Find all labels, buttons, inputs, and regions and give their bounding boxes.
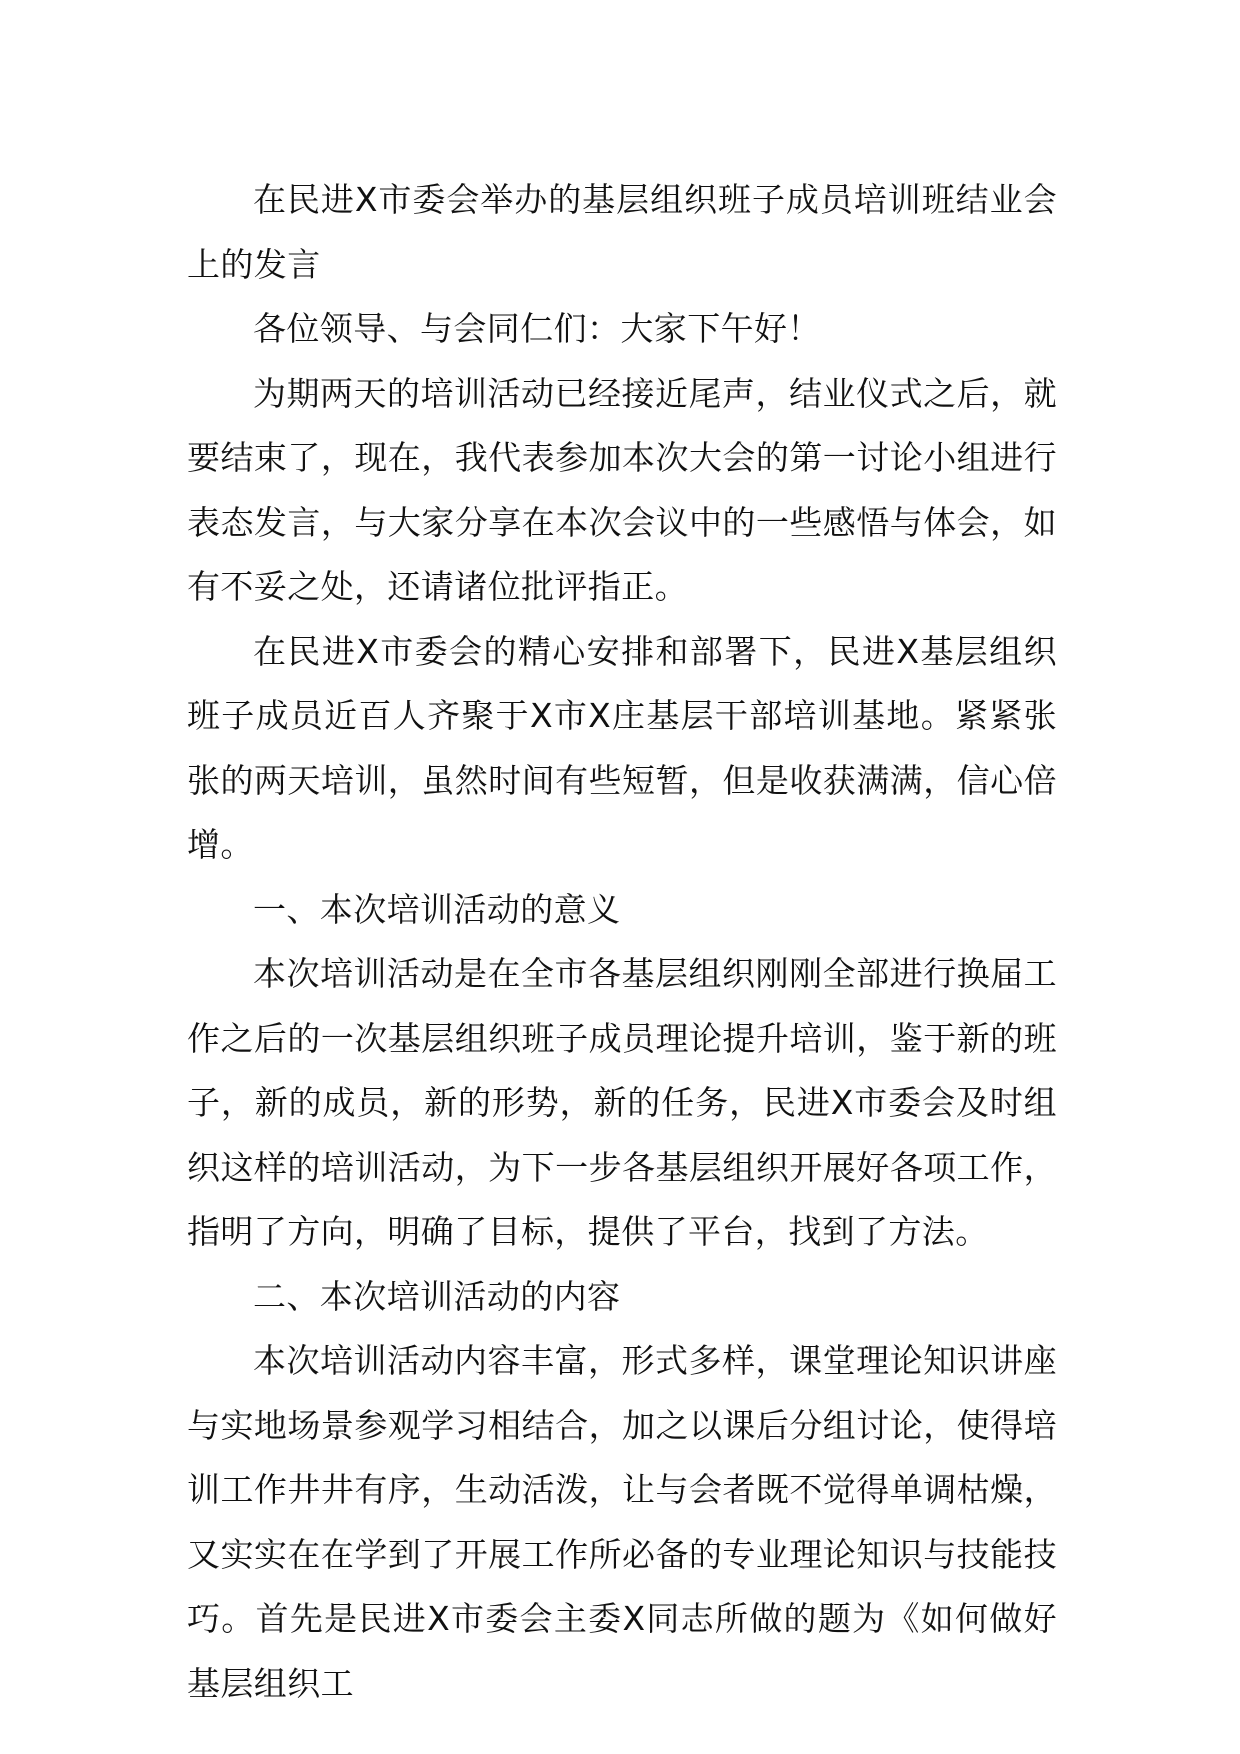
paragraph-background: 在民进X市委会的精心安排和部署下，民进X基层组织班子成员近百人齐聚于X市X庄基层干部培训基地。紧紧张张的两天培训，虽然时间有些短暂，但是收获满满，信心倍增。 bbox=[187, 631, 1057, 864]
document-body bbox=[187, 168, 1057, 1716]
salutation: 各位领导、与会同仁们：大家下午好！ bbox=[253, 309, 821, 348]
paragraph-opening: 为期两天的培训活动已经接近尾声，结业仪式之后，就要结束了，现在，我代表参加本次大会的第一讨论小组进行表态发言，与大家分享在本次会议中的一些感悟与体会，如有不妥之处，还请诸位批评指正。 bbox=[187, 373, 1057, 606]
document-title: 在民进X市委会举办的基层组织班子成员培训班结业会上的发言 bbox=[187, 180, 1057, 284]
section-heading-content: 二、本次培训活动的内容 bbox=[253, 1276, 621, 1316]
section-body-significance: 本次培训活动是在全市各基层组织刚刚全部进行换届工作之后的一次基层组织班子成员理论提升培训，鉴于新的班子，新的成员，新的形势，新的任务，民进X市委会及时组织这样的培训活动，为下一步各基层组织开展好各项工作，指明了方向，明确了目标，提供了平台，找到了方法。 bbox=[187, 954, 1057, 1251]
section-body-content: 本次培训活动内容丰富，形式多样，课堂理论知识讲座与实地场景参观学习相结合，加之以课后分组讨论，使得培训工作井井有序，生动活泼，让与会者既不觉得单调枯燥，又实实在在学到了开展工作所必备的专业理论知识与技能技巧。首先是民进X市委会主委X同志所做的题为《如何做好基层组织工 bbox=[187, 1341, 1057, 1703]
section-heading-significance: 一、本次培训活动的意义 bbox=[253, 889, 621, 929]
